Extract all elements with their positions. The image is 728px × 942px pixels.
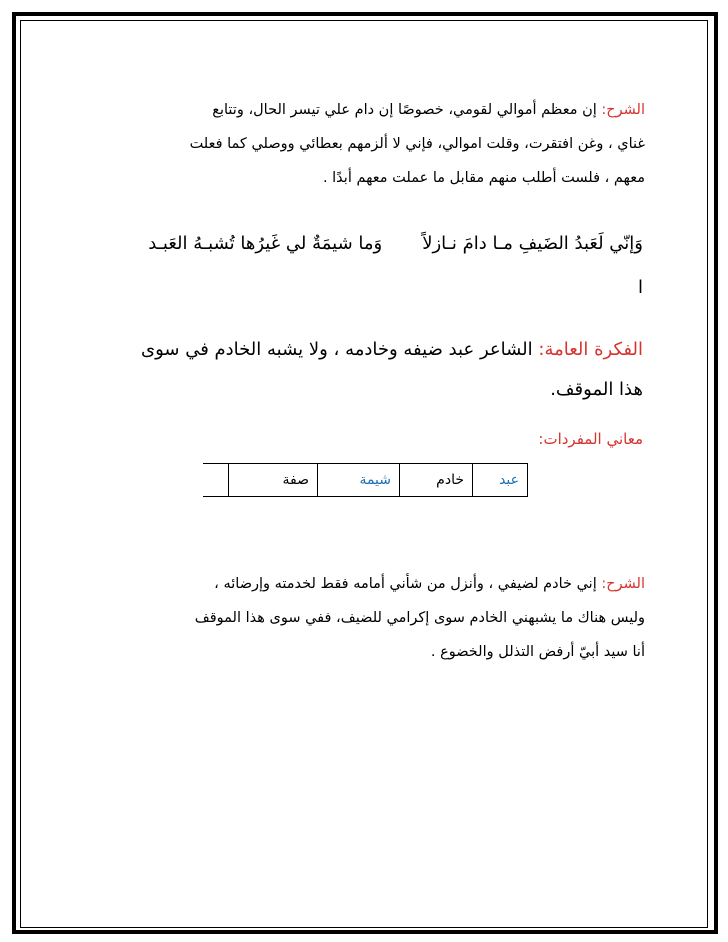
general-idea-label: الفكرة العامة: — [538, 339, 643, 360]
vocab-empty-cell — [203, 464, 229, 497]
explanation-line-3: معهم ، فلست أطلب منهم مقابل ما عملت معهم أبدًا . — [322, 170, 645, 186]
explanation2-text: إني خادم لضيفي ، وأنزل من شأني أمامه فقط لخدمته وإرضائه ، — [214, 576, 597, 592]
explanation2-line-2: وليس هناك ما يشبهني الخادم سوى إكرامي للضيف، ففي سوى هذا الموقف — [194, 610, 645, 626]
vocab-word-shima: شيمة — [318, 464, 400, 497]
general-idea — [83, 330, 643, 410]
vocab-meaning-khadim: خادم — [400, 464, 473, 497]
verse-overflow: ا — [637, 277, 643, 298]
vocabulary-title: معاني المفردات: — [538, 430, 643, 448]
general-idea-line-1 — [83, 330, 643, 370]
verse-hemistich-1: وَإنّي لَعَبدُ الضَيفِ مـا دامَ نـازلاً — [422, 233, 643, 254]
poem-verse — [63, 222, 643, 310]
table-row — [203, 464, 528, 497]
explanation-line-2: غناي ، وغن افتقرت، وقلت اموالي، فإني لا ألزمهم بعطائي ووصلي كما فعلت — [189, 136, 645, 152]
general-idea-line-2: هذا الموقف. — [550, 379, 643, 400]
explanation2-line-1 — [85, 567, 645, 601]
explanation2-line-3: أنا سيد أبيّ أرفض التذلل والخضوع . — [430, 644, 645, 660]
explanation-line-1 — [85, 93, 645, 127]
vocab-meaning-sifa: صفة — [229, 464, 318, 497]
vocabulary-table — [203, 463, 528, 497]
verse-hemistich-2: وَما شيمَةٌ لي غَيرُها تُشبـهُ العَبـد — [148, 233, 383, 254]
explanation-text: إن معظم أموالي لقومي، خصوصًا إن دام علي تيسر الحال، وتتابع — [212, 102, 597, 118]
explanation-label: الشرح: — [601, 102, 645, 118]
general-idea-text: الشاعر عبد ضيفه وخادمه ، ولا يشبه الخادم في سوى — [141, 339, 533, 360]
explanation2-label: الشرح: — [601, 576, 645, 592]
explanation-paragraph-1 — [85, 93, 645, 195]
verse-line — [63, 222, 643, 266]
explanation-paragraph-2 — [85, 567, 645, 669]
vocab-word-abd: عبد — [473, 464, 528, 497]
